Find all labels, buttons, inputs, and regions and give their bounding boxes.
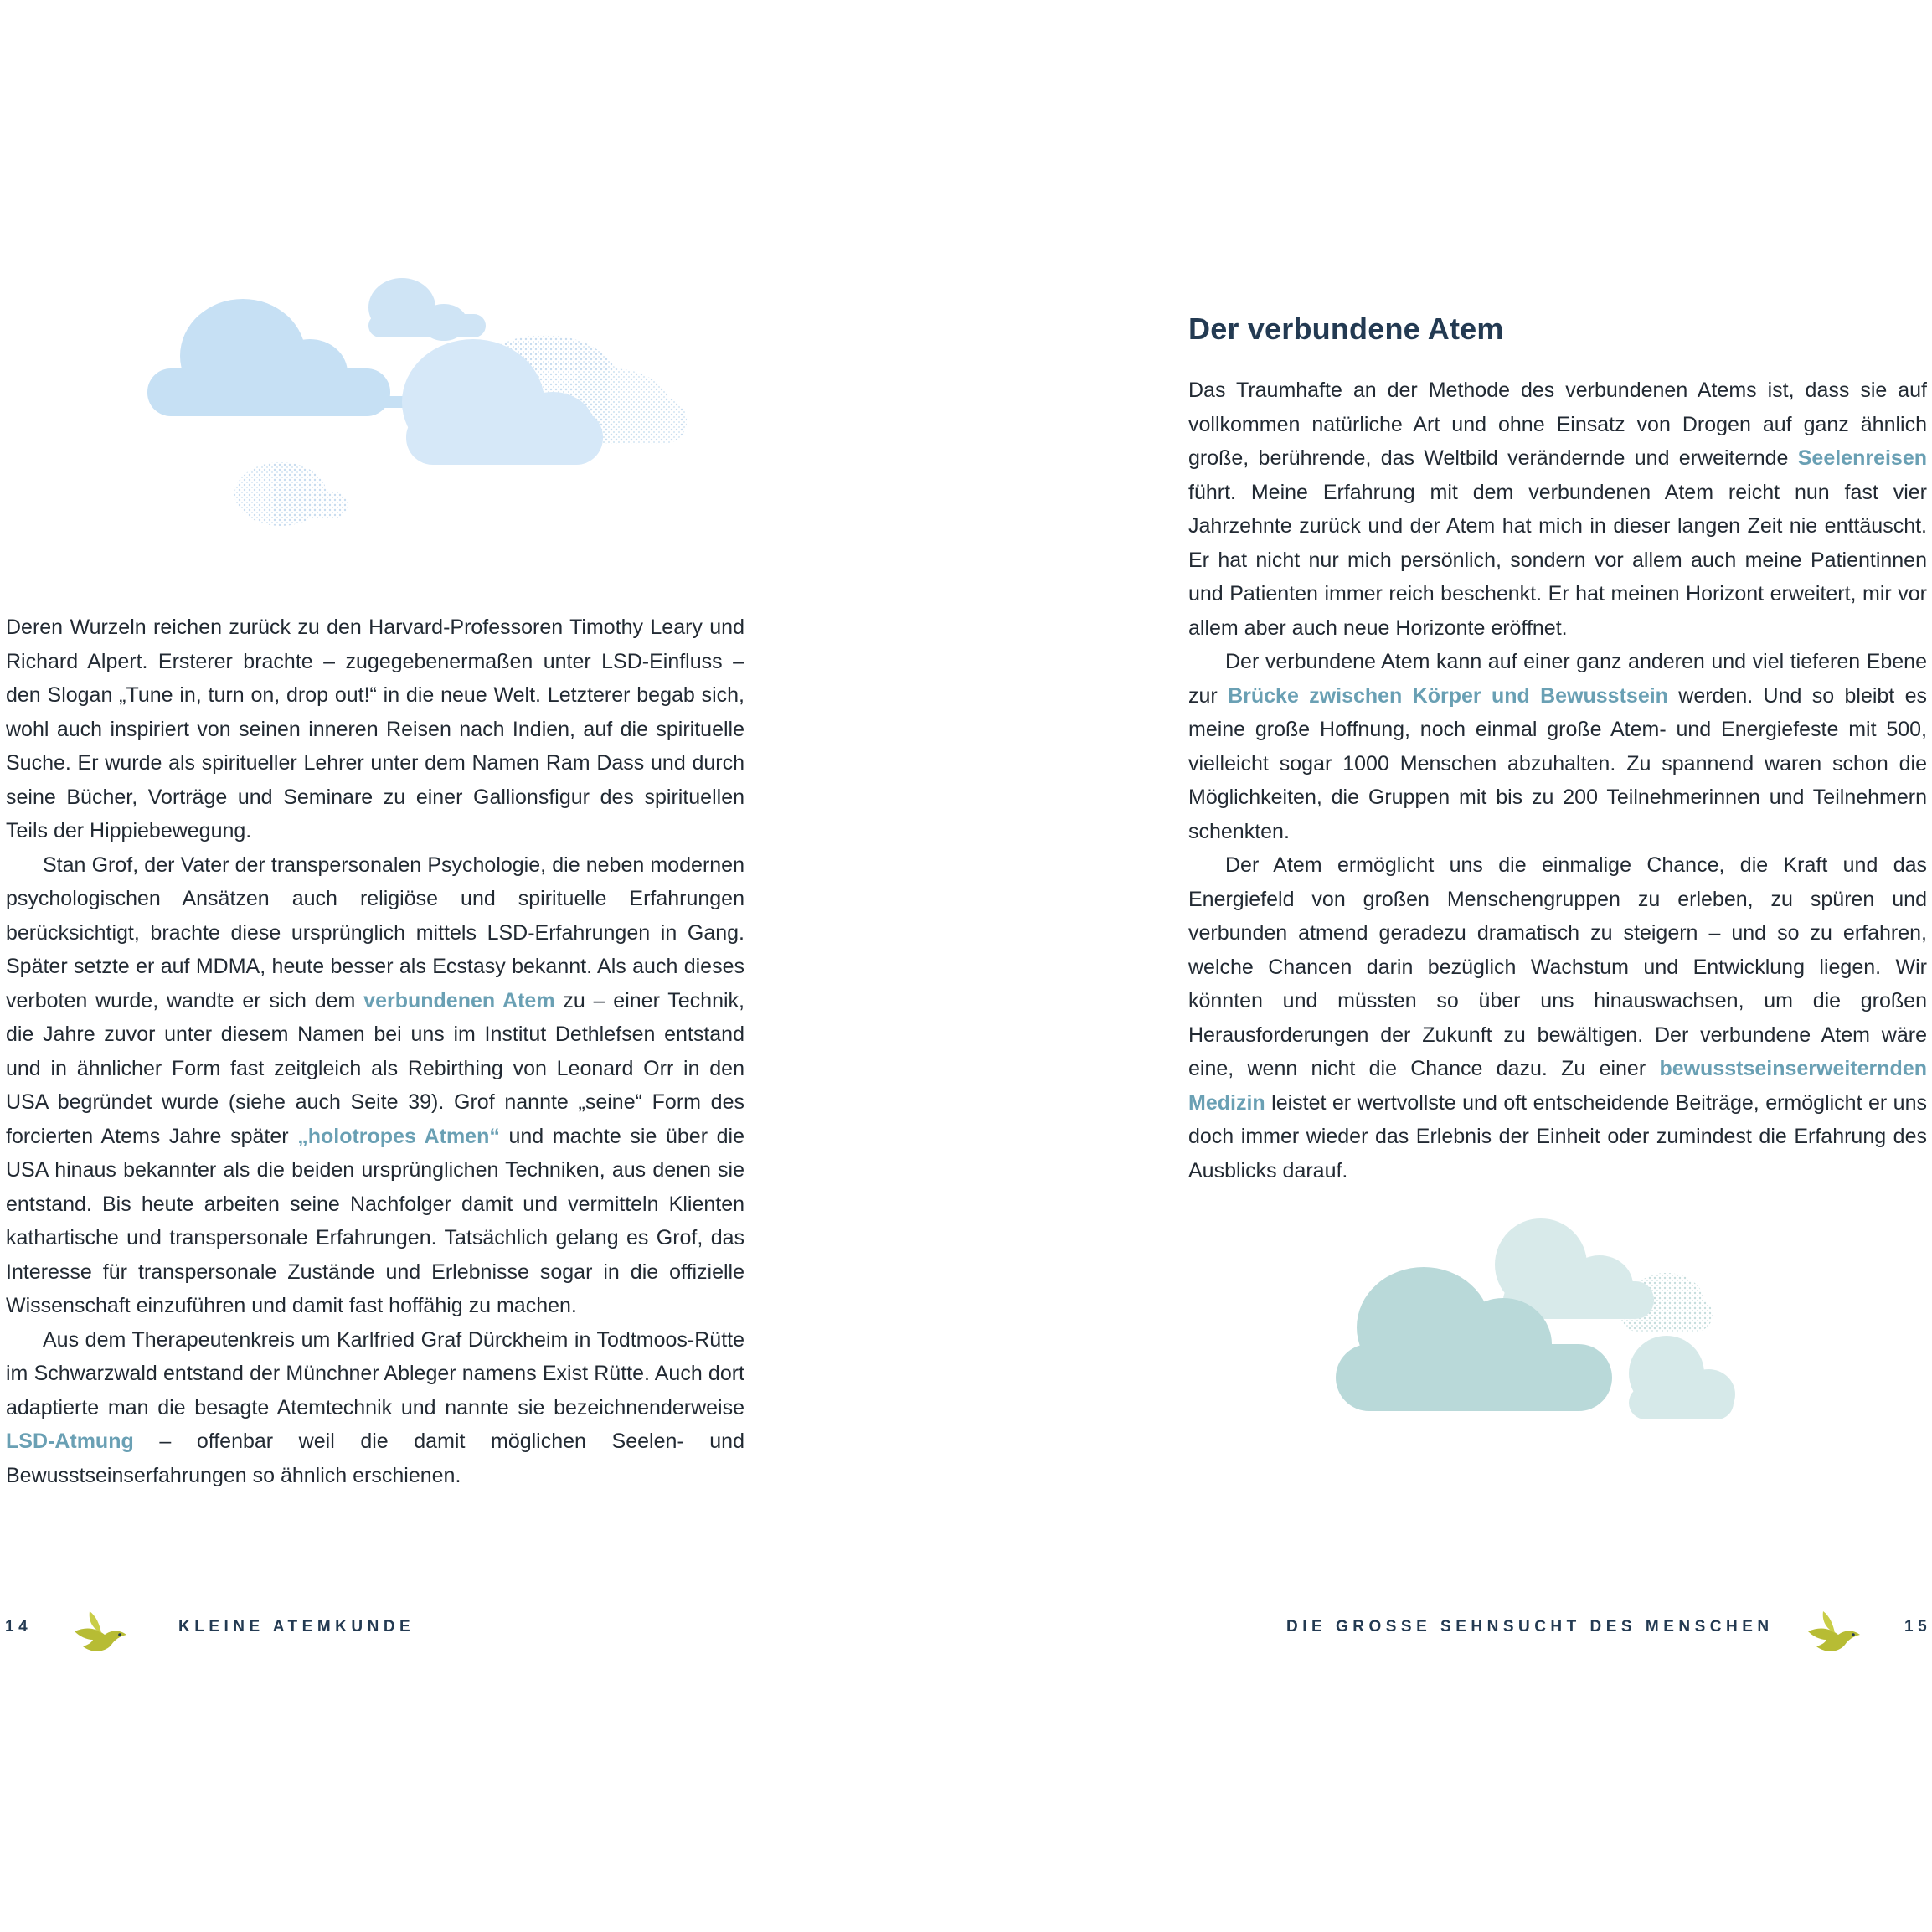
text-segment: werden. Und so bleibt es meine große Hoffnung, noch einmal große Atem- und Energiefeste mit 500, vielleicht sogar 1000 Menschen abzuhalten. Zu spannend waren schon die Möglichkeiten, die Gruppen mit bis zu 200 Teilnehmerinnen und Teilnehmern schenkten. xyxy=(1188,683,1927,843)
text-segment: Aus dem Therapeutenkreis um Karlfried Graf Dürckheim in Todtmoos-Rütte im Schwarzwald entstand der Münchner Ableger namens Exist Rütte. Auch dort adaptierte man die besagte Atemtechnik und nannte sie bezeichnenderweise xyxy=(6,1327,744,1419)
left-paragraph-2 xyxy=(6,848,744,1323)
text-segment: – offenbar weil die damit möglichen Seelen- und Bewusstseinserfahrungen so ähnlich erschienen. xyxy=(6,1430,744,1487)
text-segment: Der verbundene Atem kann auf einer ganz anderen und viel tieferen Ebene zur xyxy=(1188,650,1927,708)
text-segment: Deren Wurzeln reichen zurück zu den Harvard-Professoren Timothy Leary und Richard Alpert. Ersterer brachte – zugegebenermaßen unter LSD-Einfluss – den Slogan „Tune in, turn on, drop out!“ in die neue Welt. Letzterer begab sich, wohl auch inspiriert von seinen inneren Reisen nach Indien, auf die spirituelle Suche. Er wurde als spiritueller Lehrer unter dem Namen Ram Dass und durch seine Bücher, Vorträge und Seminare zu einer Gallionsfigur des spirituellen Teils der Hippiebewegung. xyxy=(6,616,744,842)
left-paragraph-3 xyxy=(6,1323,744,1493)
text-segment: Das Traumhafte an der Methode des verbundenen Atems ist, dass sie auf vollkommen natürliche Art und ohne Einsatz von Drogen auf ganz ähnlich große, berührende, das Weltbild verändernde und erweiternde xyxy=(1188,379,1927,470)
page-number-left: 14 xyxy=(5,1618,33,1636)
text-segment: Der Atem ermöglicht uns die einmalige Chance, die Kraft und das Energiefeld von großen Menschengruppen zu erleben, zu spüren und verbunden atmend geradezu dramatisch zu steigern – und so zu erfahren, welche Chancen darin bezüglich Wachstum und Entwicklung liegen. Wir könnten und müssten so über uns hinauswachsen, um die großen Herausforderungen der Zukunft zu bewältigen. Der verbundene Atem wäre eine, wenn nicht die Chance dazu. Zu einer xyxy=(1188,853,1927,1080)
right-paragraph-1 xyxy=(1188,374,1927,645)
highlight-term: LSD-Atmung xyxy=(6,1430,134,1453)
bird-icon xyxy=(1805,1606,1863,1656)
running-title-left: KLEINE ATEMKUNDE xyxy=(178,1618,415,1636)
text-segment: und machte sie über die USA hinaus bekannter als die beiden ursprünglichen Techniken, aus denen sie entstand. Bis heute arbeiten seine Nachfolger damit und vermitteln Klienten kathartische und transpersonale Erfahrungen. Tatsächlich gelang es Grof, das Interesse für transpersonale Zustände und Erlebnisse sogar in die offizielle Wissenschaft einzuführen und damit fast hoffähig zu machen. xyxy=(6,1124,745,1317)
highlight-term: „holotropes Atmen“ xyxy=(297,1124,500,1148)
page-number-right: 15 xyxy=(1904,1618,1932,1636)
left-body-text xyxy=(6,611,744,1492)
highlight-term: Brücke zwischen Körper und Bewusstsein xyxy=(1228,683,1668,708)
right-body-text xyxy=(1188,374,1927,1188)
cloud-icon xyxy=(142,272,695,528)
bird-icon xyxy=(71,1606,130,1656)
text-segment: leistet er wertvollste und oft entscheidende Beiträge, ermöglicht er uns doch immer wieder das Erlebnis der Einheit oder zumindest die Erfahrung des Ausblicks darauf. xyxy=(1188,1090,1927,1182)
right-paragraph-3 xyxy=(1188,848,1927,1188)
running-title-right: DIE GROSSE SEHNSUCHT DES MENSCHEN xyxy=(1286,1618,1774,1636)
left-paragraph-1 xyxy=(6,611,744,848)
section-heading: Der verbundene Atem xyxy=(1188,312,1504,346)
highlight-term: bewusstseinserweiternden Medizin xyxy=(1188,1057,1927,1115)
right-paragraph-2 xyxy=(1188,645,1927,848)
highlight-term: Seelenreisen xyxy=(1797,446,1927,470)
text-segment: Stan Grof, der Vater der transpersonalen Psychologie, die neben modernen psychologischen Ansätzen auch religiöse und spirituelle Erfahrungen berücksichtigt, brachte diese ursprünglich mittels LSD-Erfahrungen in Gang. Später setzte er auf MDMA, heute besser als Ecstasy bekannt. Als auch dieses verboten wurde, wandte er sich dem xyxy=(6,853,744,1012)
text-segment: zu – einer Technik, die Jahre zuvor unter diesem Namen bei uns im Institut Dethlefsen entstand und in ähnlicher Form fast zeitgleich als Rebirthing von Leonard Orr in den USA begründet wurde (siehe auch Seite 39). Grof nannte „seine“ Form des forcierten Atems Jahre später xyxy=(6,988,744,1148)
text-segment: führt. Meine Erfahrung mit dem verbundenen Atem reicht nun fast vier Jahrzehnte zurück und der Atem hat mich in dieser langen Zeit nie enttäuscht. Er hat nicht nur mich persönlich, sondern vor allem auch meine Patientinnen und Patienten immer reich beschenkt. Er hat meinen Horizont erweitert, mir vor allem aber auch neue Horizonte eröffnet. xyxy=(1188,480,1927,640)
cloud-icon xyxy=(1332,1206,1801,1440)
highlight-term: verbundenen Atem xyxy=(363,988,555,1012)
